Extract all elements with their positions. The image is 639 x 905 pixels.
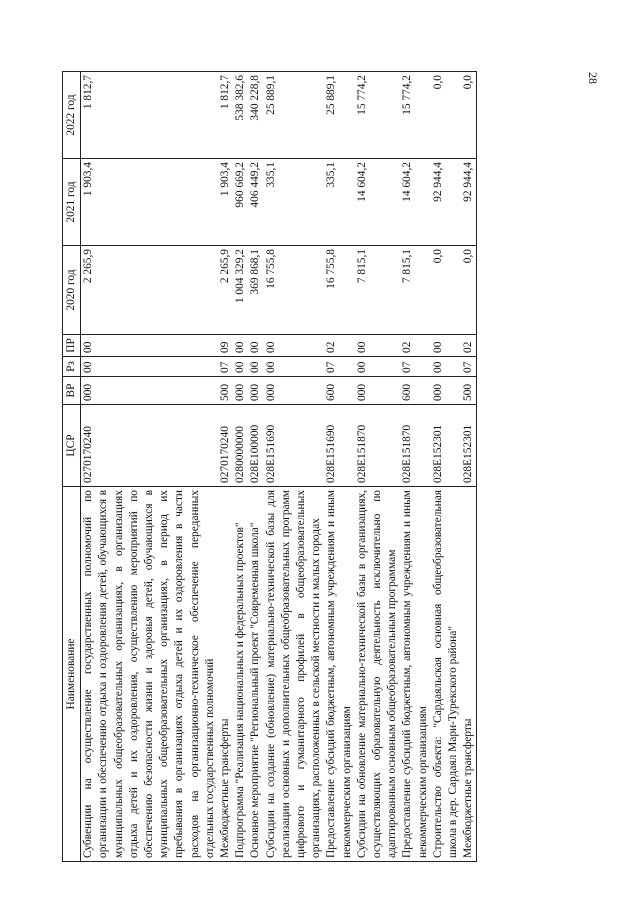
cell-2020: 369 868,1	[248, 246, 263, 335]
cell-pr: 00	[81, 335, 218, 357]
cell-vr: 000	[431, 377, 461, 405]
cell-rz: 00	[264, 357, 325, 377]
cell-2020: 0,0	[431, 246, 461, 335]
table-row	[81, 72, 218, 862]
table-row	[461, 72, 477, 862]
cell-pr: 00	[264, 335, 325, 357]
cell-csr: 028E151870	[400, 405, 430, 487]
cell-vr: 000	[81, 377, 218, 405]
cell-2022: 15 774,2	[355, 72, 401, 159]
cell-2021: 335,1	[324, 159, 354, 246]
cell-csr: 028E151690	[264, 405, 325, 487]
cell-2021: 14 604,2	[400, 159, 430, 246]
table-row	[324, 72, 354, 862]
cell-vr: 000	[355, 377, 401, 405]
header-name: Наименование	[63, 487, 81, 862]
cell-name: Подпрограмма "Реализация национальных и федеральных проектов"	[233, 487, 248, 862]
header-rz: Рз	[63, 357, 81, 377]
cell-2022: 15 774,2	[400, 72, 430, 159]
cell-vr: 000	[248, 377, 263, 405]
cell-2022: 1 812,7	[81, 72, 218, 159]
cell-rz: 00	[431, 357, 461, 377]
cell-rz: 00	[248, 357, 263, 377]
cell-2022: 25 889,1	[264, 72, 325, 159]
cell-vr: 000	[264, 377, 325, 405]
cell-name: Строительство объекта: "Сардаяльская основная общеобразовательная школа в дер. Сардаял Мари-Турекского района"	[431, 487, 461, 862]
cell-csr: 0280000000	[233, 405, 248, 487]
cell-2020: 2 265,9	[81, 246, 218, 335]
cell-2021: 406 449,2	[248, 159, 263, 246]
cell-rz: 07	[461, 357, 477, 377]
cell-pr: 02	[461, 335, 477, 357]
cell-2022: 25 889,1	[324, 72, 354, 159]
page-number: 28	[586, 72, 600, 84]
cell-rz: 07	[324, 357, 354, 377]
table-row	[400, 72, 430, 862]
budget-table-sheet	[62, 72, 592, 862]
cell-2022: 0,0	[461, 72, 477, 159]
table-row	[355, 72, 401, 862]
budget-table	[62, 71, 477, 862]
cell-rz: 00	[233, 357, 248, 377]
cell-vr: 000	[233, 377, 248, 405]
table-row	[248, 72, 263, 862]
cell-name: Субсидии на создание (обновление) материально-технической базы для реализации основных и дополнительных общеобразовательных программ цифрового и гуманитарного профилей в общеобразовательных организациях, расположенных в сельской местности и малых городах	[264, 487, 325, 862]
cell-pr: 09	[218, 335, 233, 357]
cell-csr: 028E151690	[324, 405, 354, 487]
cell-csr: 0270170240	[218, 405, 233, 487]
cell-2021: 335,1	[264, 159, 325, 246]
cell-csr: 028E151870	[355, 405, 401, 487]
cell-name: Основное мероприятие "Региональный проект "Современная школа"	[248, 487, 263, 862]
cell-rz: 07	[218, 357, 233, 377]
cell-vr: 500	[461, 377, 477, 405]
cell-name: Субвенции на осуществление государственных полномочий по организации и обеспечению отдыха и оздоровления детей, обучающихся в муниципальных общеобразовательных организациях, в организациях отдыха детей и их оздоровления, осуществлению мероприятий по обеспечению безопасности жизни и здоровья детей, обучающихся в муниципальных общеобразовательных организациях, в период их пребывания в организациях отдыха детей и их оздоровления в части расходов на организационно-техническое обеспечение переданных отдельных государственных полномочий	[81, 487, 218, 862]
cell-vr: 600	[324, 377, 354, 405]
cell-pr: 02	[324, 335, 354, 357]
cell-csr: 0270170240	[81, 405, 218, 487]
header-vr: ВР	[63, 377, 81, 405]
cell-2021: 92 944,4	[431, 159, 461, 246]
cell-2020: 7 815,1	[400, 246, 430, 335]
cell-2021: 1 903,4	[81, 159, 218, 246]
cell-2022: 1 812,7	[218, 72, 233, 159]
table-row	[233, 72, 248, 862]
table-row	[431, 72, 461, 862]
cell-2022: 0,0	[431, 72, 461, 159]
cell-vr: 500	[218, 377, 233, 405]
cell-name: Межбюджетные трансферты	[461, 487, 477, 862]
cell-2020: 1 004 329,2	[233, 246, 248, 335]
cell-2020: 16 755,8	[324, 246, 354, 335]
cell-csr: 028E152301	[461, 405, 477, 487]
cell-name: Предоставление субсидий бюджетным, автономным учреждениям и иным некоммерческим организациям	[400, 487, 430, 862]
cell-2021: 92 944,4	[461, 159, 477, 246]
cell-2020: 0,0	[461, 246, 477, 335]
table-row	[264, 72, 325, 862]
cell-2021: 960 669,2	[233, 159, 248, 246]
table-header-row	[63, 72, 81, 862]
cell-pr: 00	[431, 335, 461, 357]
cell-2020: 16 755,8	[264, 246, 325, 335]
header-2022: 2022 год	[63, 72, 81, 159]
cell-2020: 7 815,1	[355, 246, 401, 335]
cell-2021: 14 604,2	[355, 159, 401, 246]
cell-rz: 07	[400, 357, 430, 377]
cell-vr: 600	[400, 377, 430, 405]
table-row	[218, 72, 233, 862]
cell-2022: 538 382,6	[233, 72, 248, 159]
cell-csr: 028E152301	[431, 405, 461, 487]
header-csr: ЦСР	[63, 405, 81, 487]
cell-rz: 00	[81, 357, 218, 377]
cell-csr: 028E100000	[248, 405, 263, 487]
cell-name: Предоставление субсидий бюджетным, автономным учреждениям и иным некоммерческим организациям	[324, 487, 354, 862]
cell-2022: 340 228,8	[248, 72, 263, 159]
cell-pr: 00	[248, 335, 263, 357]
cell-2020: 2 265,9	[218, 246, 233, 335]
cell-pr: 00	[355, 335, 401, 357]
cell-rz: 00	[355, 357, 401, 377]
cell-2021: 1 903,4	[218, 159, 233, 246]
cell-name: Межбюджетные трансферты	[218, 487, 233, 862]
header-2021: 2021 год	[63, 159, 81, 246]
header-pr: ПР	[63, 335, 81, 357]
header-2020: 2020 год	[63, 246, 81, 335]
cell-name: Субсидии на обновление материально-технической базы в организациях, осуществляющих образовательную деятельность исключительно по адаптированным основным общеобразовательным программам	[355, 487, 401, 862]
cell-pr: 00	[233, 335, 248, 357]
cell-pr: 02	[400, 335, 430, 357]
